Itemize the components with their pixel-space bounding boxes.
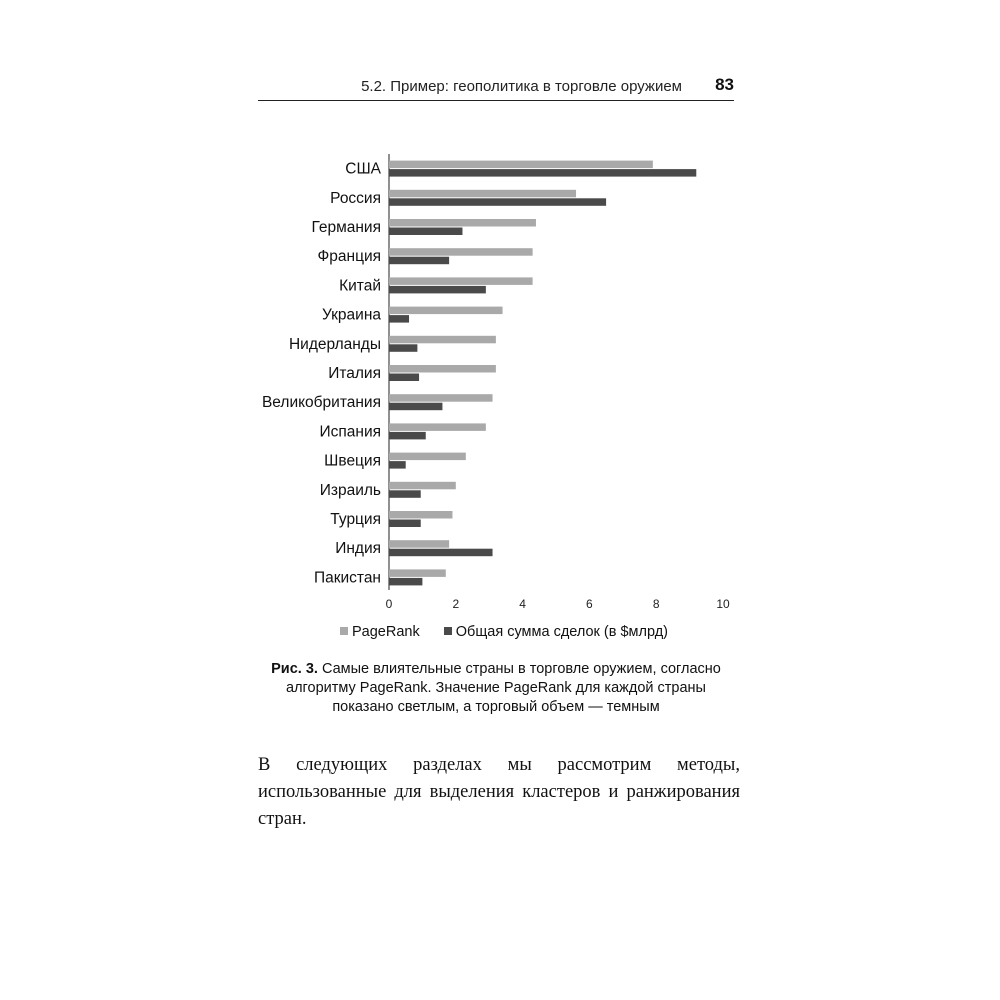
caption-text: Самые влиятельные страны в торговле оружием, согласно алгоритму PageRank. Значение PageRank для каждой страны показано светлым, а торговый объем — темным	[286, 661, 721, 715]
body-paragraph: В следующих разделах мы рассмотрим методы, использованные для выделения кластеров и ранжирования стран.	[258, 755, 740, 829]
bar-deal-volume	[389, 432, 426, 440]
x-tick-label: 6	[586, 597, 593, 611]
bar-deal-volume	[389, 169, 696, 177]
bar-pagerank	[389, 248, 533, 256]
bar-deal-volume	[389, 257, 449, 265]
category-label: Германия	[311, 219, 381, 236]
bar-pagerank	[389, 394, 493, 402]
bar-pagerank	[389, 336, 496, 344]
legend-swatch-pagerank	[340, 627, 348, 635]
category-label: Италия	[328, 365, 381, 382]
x-tick-label: 8	[652, 597, 660, 611]
bar-deal-volume	[389, 490, 421, 498]
bar-deal-volume	[389, 403, 442, 411]
category-label: Швеция	[324, 452, 381, 470]
legend-swatch-deals	[444, 627, 452, 635]
bar-deal-volume	[389, 286, 486, 294]
bar-deal-volume	[389, 344, 417, 352]
chart-legend	[340, 624, 688, 640]
category-label: Нидерланды	[288, 335, 381, 353]
category-label: Израиль	[319, 481, 381, 499]
section-title: 5.2. Пример: геополитика в торговле оружием	[361, 78, 682, 95]
x-tick-label: 4	[519, 597, 526, 611]
category-label: Турция	[330, 511, 381, 528]
bar-deal-volume	[389, 315, 409, 323]
figure-caption	[258, 660, 734, 717]
category-label: Франция	[317, 248, 381, 266]
bar-pagerank	[389, 307, 503, 315]
bar-pagerank	[389, 190, 576, 198]
category-label: Украина	[321, 306, 381, 324]
bar-pagerank	[389, 511, 452, 519]
bar-pagerank	[389, 569, 446, 577]
legend-item-pagerank	[340, 624, 420, 640]
category-label: Китай	[339, 277, 381, 295]
bar-deal-volume	[389, 461, 406, 469]
bar-pagerank	[389, 277, 533, 285]
bar-deal-volume	[389, 520, 421, 528]
category-label: Испания	[319, 423, 381, 441]
bar-pagerank	[389, 161, 653, 169]
x-tick-label: 10	[716, 597, 730, 611]
legend-label-pagerank: PageRank	[352, 624, 420, 640]
bar-pagerank	[389, 482, 456, 490]
category-label: Великобритания	[261, 394, 381, 412]
x-tick-label: 2	[452, 597, 460, 611]
category-label: Россия	[330, 189, 381, 207]
category-label: Индия	[335, 540, 381, 558]
bar-pagerank	[389, 365, 496, 373]
category-label: Пакистан	[313, 569, 381, 587]
bar-deal-volume	[389, 228, 462, 236]
bar-deal-volume	[389, 549, 493, 557]
bar-pagerank	[389, 219, 536, 227]
bar-pagerank	[389, 540, 449, 548]
legend-item-deals	[444, 624, 668, 640]
caption-label: Рис. 3.	[271, 661, 318, 677]
legend-label-deals: Общая сумма сделок (в $млрд)	[455, 624, 669, 640]
x-tick-label: 0	[385, 597, 393, 611]
bar-deal-volume	[389, 198, 606, 206]
bar-deal-volume	[389, 374, 419, 382]
bar-pagerank	[389, 453, 466, 461]
page-number: 83	[715, 75, 734, 94]
category-label: США	[345, 160, 381, 178]
bar-deal-volume	[389, 578, 422, 586]
bar-pagerank	[389, 423, 486, 431]
